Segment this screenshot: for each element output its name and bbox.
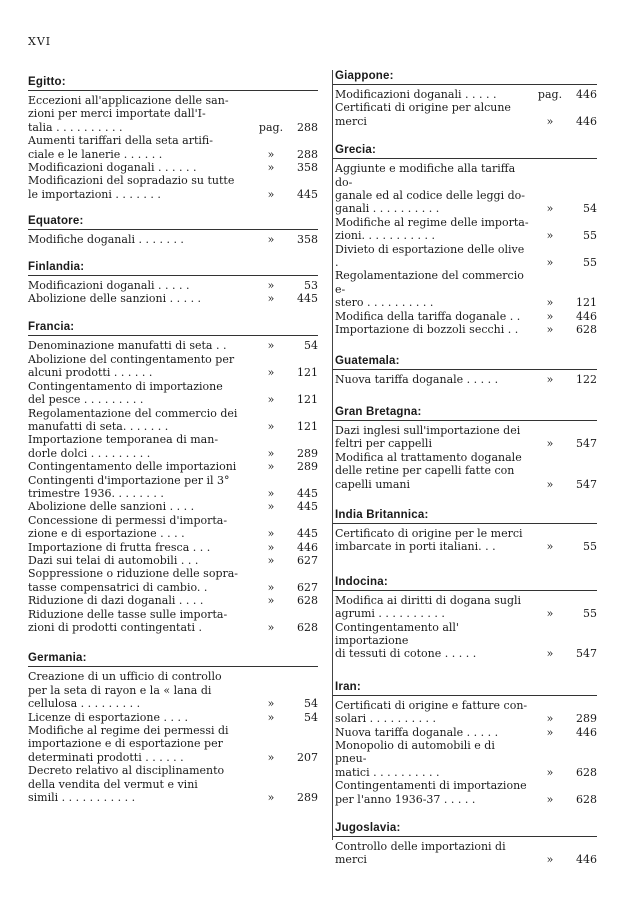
section-heading: Egitto: bbox=[28, 76, 318, 91]
index-entry bbox=[28, 339, 318, 352]
page-number-ref: 358 bbox=[297, 161, 318, 175]
page-number-ref: 445 bbox=[297, 187, 318, 201]
page-prefix: » bbox=[267, 366, 275, 380]
section-heading: Germania: bbox=[28, 652, 318, 667]
entry-text: Aggiunte e modifiche alla tariffa do- ganale ed al codice delle leggi do- ganali . . . . . . . . . . bbox=[335, 162, 525, 216]
entry-page-ref bbox=[250, 339, 318, 352]
entry-text: Contingentamento di importazione del pesce . . . . . . . . . bbox=[28, 379, 223, 407]
page-number-ref: 55 bbox=[583, 607, 597, 621]
page-prefix: » bbox=[267, 621, 275, 634]
entry-text: Dazi inglesi sull'importazione dei feltri per cappelli bbox=[335, 423, 521, 451]
entry-text: Importazione temporanea di man- dorle dolci . . . . . . . . . bbox=[28, 433, 219, 460]
entry-page-ref bbox=[529, 437, 597, 450]
entry-text: Certificati di origine per alcune merci bbox=[335, 101, 511, 128]
page-prefix: » bbox=[267, 393, 275, 407]
entry-text: Modifica ai diritti di dogana sugli agrumi . . . . . . . . . . bbox=[335, 593, 522, 621]
page-prefix: » bbox=[546, 437, 554, 451]
entry-page-ref bbox=[250, 279, 318, 292]
index-entry bbox=[335, 451, 597, 491]
page-prefix: » bbox=[267, 697, 275, 711]
page-prefix: » bbox=[546, 296, 554, 310]
entry-text: Modificazioni del sopradazio su tutte le importazioni . . . . . . . bbox=[28, 174, 235, 201]
index-section bbox=[335, 681, 597, 806]
index-entry bbox=[335, 424, 597, 451]
entry-page-ref bbox=[529, 229, 597, 242]
page-prefix: » bbox=[267, 540, 275, 554]
index-section bbox=[28, 261, 318, 306]
entry-page-ref bbox=[250, 148, 318, 161]
entry-page-ref bbox=[250, 554, 318, 567]
page-prefix: » bbox=[267, 278, 275, 292]
entry-text: Aumenti tariffari della seta artifi- ciale e le lanerie . . . . . . bbox=[28, 134, 213, 161]
page-prefix: » bbox=[267, 710, 275, 724]
index-entry bbox=[28, 407, 318, 434]
entry-text: Contingentamento delle importazioni bbox=[28, 460, 237, 474]
index-entry bbox=[335, 699, 597, 726]
entry-text: Nuova tariffa doganale . . . . . bbox=[335, 372, 499, 386]
index-entry bbox=[28, 174, 318, 201]
page-prefix: » bbox=[546, 607, 554, 621]
page-number-ref: 358 bbox=[297, 233, 318, 247]
page-prefix: » bbox=[267, 460, 275, 474]
page-number-ref: 445 bbox=[297, 500, 318, 514]
page-number-ref: 628 bbox=[297, 594, 318, 608]
index-entry bbox=[28, 292, 318, 305]
index-entry bbox=[335, 594, 597, 621]
index-entry bbox=[28, 594, 318, 607]
entry-text: Contingentamenti di importazione per l'anno 1936-37 . . . . . bbox=[335, 779, 527, 806]
index-entry bbox=[28, 608, 318, 635]
index-entry bbox=[28, 514, 318, 541]
entry-text: Nuova tariffa doganale . . . . . bbox=[335, 725, 499, 739]
entry-page-ref bbox=[529, 88, 597, 101]
page-number-ref: 628 bbox=[297, 621, 318, 634]
page-prefix: » bbox=[267, 161, 275, 175]
page-number: XVI bbox=[28, 35, 52, 48]
index-section bbox=[28, 321, 318, 634]
page-prefix: » bbox=[267, 187, 275, 201]
page-prefix: » bbox=[546, 853, 554, 867]
entry-text: Soppressione o riduzione delle sopra- tasse compensatrici di cambio. . bbox=[28, 567, 239, 594]
index-entry bbox=[335, 779, 597, 806]
entry-text: Dazi sui telai di automobili . . . bbox=[28, 553, 199, 567]
section-heading: Finlandia: bbox=[28, 261, 318, 276]
entry-text: Decreto relativo al disciplinamento della vendita del vermut e vini simili . . . . . . . . . . . bbox=[28, 764, 225, 805]
entry-text: Controllo delle importazioni di merci bbox=[335, 840, 506, 867]
index-entry bbox=[28, 724, 318, 764]
entry-page-ref bbox=[250, 791, 318, 804]
page-number-ref: 121 bbox=[297, 366, 318, 380]
entry-page-ref bbox=[250, 527, 318, 540]
page-prefix: » bbox=[267, 500, 275, 514]
page-number-ref: 289 bbox=[297, 460, 318, 474]
section-heading: Francia: bbox=[28, 321, 318, 336]
entry-text: Licenze di esportazione . . . . bbox=[28, 710, 188, 724]
entry-page-ref bbox=[250, 500, 318, 513]
entry-page-ref bbox=[529, 478, 597, 491]
page-number-ref: 288 bbox=[297, 147, 318, 161]
entry-text: Monopolio di automobili e di pneu- matici . . . . . . . . . . bbox=[335, 739, 495, 779]
index-entry bbox=[28, 541, 318, 554]
page-number-ref: 289 bbox=[297, 446, 318, 460]
entry-text: Certificati di origine e fatture con- solari . . . . . . . . . . bbox=[335, 698, 528, 726]
entry-page-ref bbox=[250, 161, 318, 174]
right-column bbox=[332, 70, 597, 867]
entry-page-ref bbox=[529, 712, 597, 725]
index-entry bbox=[28, 670, 318, 710]
entry-page-ref bbox=[529, 202, 597, 215]
entry-page-ref bbox=[250, 393, 318, 406]
page-number-ref: 446 bbox=[297, 540, 318, 554]
page-prefix: » bbox=[546, 256, 554, 270]
page-number-ref: 289 bbox=[297, 791, 318, 805]
page-prefix: » bbox=[267, 147, 275, 161]
entry-text: Importazione di frutta fresca . . . bbox=[28, 540, 211, 554]
index-entry bbox=[28, 764, 318, 804]
page-prefix: » bbox=[546, 477, 554, 491]
entry-page-ref bbox=[250, 420, 318, 433]
page-number-ref: 446 bbox=[576, 114, 597, 128]
entry-text: Divieto di esportazione delle olive . bbox=[335, 242, 525, 270]
entry-text: Regolamentazione del commercio dei manufatti di seta. . . . . . . bbox=[28, 406, 238, 433]
page-number-ref: 289 bbox=[576, 712, 597, 726]
page-prefix: » bbox=[546, 765, 554, 779]
entry-text: Modifiche al regime dei permessi di importazione e di esportazione per determinati prodotti . . . . . . bbox=[28, 724, 229, 764]
page-prefix: » bbox=[267, 580, 275, 594]
entry-text: Abolizione delle sanzioni . . . . . bbox=[28, 292, 202, 306]
section-heading: Guatemala: bbox=[333, 355, 597, 370]
index-entry bbox=[335, 243, 597, 270]
page-prefix: » bbox=[546, 309, 554, 323]
page-number-ref: 54 bbox=[304, 339, 318, 353]
entry-page-ref bbox=[250, 460, 318, 473]
entry-page-ref bbox=[529, 793, 597, 806]
index-entry bbox=[28, 380, 318, 407]
entry-text: Riduzione delle tasse sulle importa- zioni di prodotti contingentati . bbox=[28, 607, 228, 634]
index-section bbox=[335, 509, 597, 554]
index-entry bbox=[335, 216, 597, 243]
entry-text: Contingentamento all' importazione di tessuti di cotone . . . . . bbox=[335, 620, 477, 661]
entry-text: Modifiche al regime delle importa- zioni. . . . . . . . . . . bbox=[335, 215, 529, 243]
page-number-ref: 53 bbox=[304, 278, 318, 292]
entry-text: Denominazione manufatti di seta . . bbox=[28, 339, 227, 353]
page-prefix: » bbox=[546, 229, 554, 243]
page-prefix: pag. bbox=[537, 88, 563, 101]
page-number-ref: 121 bbox=[297, 393, 318, 407]
entry-text: Riduzione di dazi doganali . . . . bbox=[28, 594, 204, 608]
section-heading: India Britannica: bbox=[333, 509, 597, 524]
page-prefix: » bbox=[546, 647, 554, 661]
entry-page-ref bbox=[250, 188, 318, 201]
entry-page-ref bbox=[529, 647, 597, 660]
page-number-ref: 207 bbox=[297, 750, 318, 764]
entry-text: Modifiche doganali . . . . . . . bbox=[28, 233, 184, 247]
left-column bbox=[28, 76, 318, 804]
index-section bbox=[28, 215, 318, 246]
entry-page-ref bbox=[250, 697, 318, 710]
entry-page-ref bbox=[250, 711, 318, 724]
section-heading: Indocina: bbox=[333, 576, 597, 591]
page-number-ref: 547 bbox=[576, 437, 597, 451]
page-number-ref: 446 bbox=[576, 725, 597, 739]
entry-page-ref bbox=[250, 233, 318, 246]
index-section bbox=[335, 70, 597, 128]
page-number-ref: 54 bbox=[304, 710, 318, 724]
entry-text: Contingenti d'importazione per il 3° trimestre 1936. . . . . . . . bbox=[28, 473, 230, 500]
page-prefix: » bbox=[267, 791, 275, 805]
index-entry bbox=[335, 88, 597, 101]
page-prefix: » bbox=[267, 419, 275, 433]
entry-page-ref bbox=[250, 581, 318, 594]
page-prefix: » bbox=[267, 446, 275, 460]
page-number-ref: 121 bbox=[576, 296, 597, 310]
page-number-ref: 628 bbox=[576, 323, 597, 337]
index-entry bbox=[335, 323, 597, 336]
entry-page-ref bbox=[529, 373, 597, 386]
entry-page-ref bbox=[250, 487, 318, 500]
page-prefix: » bbox=[267, 486, 275, 500]
entry-page-ref bbox=[250, 447, 318, 460]
page-number-ref: 547 bbox=[576, 647, 597, 661]
section-heading: Iran: bbox=[333, 681, 597, 696]
page-number-ref: 122 bbox=[576, 372, 597, 386]
page-number-ref: 445 bbox=[297, 486, 318, 500]
entry-text: Creazione di un ufficio di controllo per la seta di rayon e la « lana di cellulosa . . . . . . . . . bbox=[28, 670, 222, 711]
page-number-ref: 446 bbox=[576, 309, 597, 323]
index-entry bbox=[335, 840, 597, 867]
index-entry bbox=[335, 726, 597, 739]
index-entry bbox=[28, 500, 318, 513]
section-heading: Giappone: bbox=[333, 70, 597, 85]
entry-text: Eccezioni all'applicazione delle san- zioni per merci importate dall'I- talia . . . . . . . . . . bbox=[28, 94, 229, 134]
page-number-ref: 445 bbox=[297, 527, 318, 541]
entry-text: Abolizione delle sanzioni . . . . bbox=[28, 500, 195, 514]
page-number-ref: 54 bbox=[583, 202, 597, 216]
entry-page-ref bbox=[529, 115, 597, 128]
index-entry bbox=[28, 94, 318, 134]
entry-page-ref bbox=[250, 751, 318, 764]
index-entry bbox=[28, 567, 318, 594]
entry-page-ref bbox=[529, 310, 597, 323]
index-entry bbox=[335, 162, 597, 216]
index-entry bbox=[28, 474, 318, 501]
entry-page-ref bbox=[529, 607, 597, 620]
entry-page-ref bbox=[529, 766, 597, 779]
page-number-ref: 55 bbox=[583, 256, 597, 270]
index-entry bbox=[335, 373, 597, 386]
entry-page-ref bbox=[250, 541, 318, 554]
page-number-ref: 628 bbox=[576, 765, 597, 779]
section-heading: Equatore: bbox=[28, 215, 318, 230]
index-entry bbox=[28, 353, 318, 380]
entry-text: Importazione di bozzoli secchi . . bbox=[335, 323, 519, 337]
index-section bbox=[335, 822, 597, 867]
page-prefix: » bbox=[267, 527, 275, 541]
entry-text: Regolamentazione del commercio e- stero . . . . . . . . . . bbox=[335, 269, 524, 310]
entry-text: Modificazioni doganali . . . . . bbox=[28, 278, 190, 292]
page-number-ref: 446 bbox=[576, 853, 597, 867]
page-number-ref: 55 bbox=[583, 540, 597, 554]
section-heading: Grecia: bbox=[333, 144, 597, 159]
index-entry bbox=[28, 554, 318, 567]
entry-page-ref bbox=[529, 853, 597, 866]
page-number-ref: 288 bbox=[297, 120, 318, 134]
page-prefix: pag. bbox=[258, 120, 284, 134]
page-number-ref: 55 bbox=[583, 229, 597, 243]
entry-page-ref bbox=[250, 594, 318, 607]
entry-page-ref bbox=[529, 540, 597, 553]
index-section bbox=[335, 144, 597, 336]
index-entry bbox=[335, 739, 597, 779]
index-entry bbox=[28, 233, 318, 246]
index-entry bbox=[28, 433, 318, 460]
page-prefix: » bbox=[546, 712, 554, 726]
page-prefix: » bbox=[546, 372, 554, 386]
index-entry bbox=[335, 621, 597, 661]
page-prefix: » bbox=[546, 725, 554, 739]
page-prefix: » bbox=[267, 594, 275, 608]
index-entry bbox=[28, 161, 318, 174]
page-prefix: » bbox=[546, 792, 554, 806]
entry-text: Modificazioni doganali . . . . . . bbox=[28, 161, 197, 175]
section-heading: Jugoslavia: bbox=[333, 822, 597, 837]
page-number-ref: 121 bbox=[297, 419, 318, 433]
index-entry bbox=[28, 711, 318, 724]
entry-text: Concessione di permessi d'importa- zione e di esportazione . . . . bbox=[28, 513, 228, 541]
page-prefix: » bbox=[546, 540, 554, 554]
page-prefix: » bbox=[267, 233, 275, 247]
page-prefix: » bbox=[546, 202, 554, 216]
index-section bbox=[335, 576, 597, 661]
index-entry bbox=[28, 460, 318, 473]
entry-page-ref bbox=[250, 621, 318, 634]
entry-page-ref bbox=[529, 296, 597, 309]
page-number-ref: 54 bbox=[304, 697, 318, 711]
index-section bbox=[28, 76, 318, 201]
index-entry bbox=[335, 527, 597, 554]
index-entry bbox=[335, 269, 597, 309]
entry-text: Modifica della tariffa doganale . . bbox=[335, 309, 521, 323]
page-prefix: » bbox=[267, 750, 275, 764]
page-number-ref: 547 bbox=[576, 477, 597, 491]
entry-text: Modificazioni doganali . . . . . bbox=[335, 88, 497, 101]
entry-text: Abolizione del contingentamento per alcuni prodotti . . . . . . bbox=[28, 352, 235, 380]
entry-page-ref bbox=[529, 256, 597, 269]
index-entry bbox=[28, 134, 318, 161]
page-prefix: » bbox=[267, 292, 275, 306]
entry-text: Certificato di origine per le merci imbarcate in porti italiani. . . bbox=[335, 526, 523, 554]
page-prefix: » bbox=[546, 323, 554, 337]
index-section bbox=[28, 652, 318, 804]
page-prefix: » bbox=[267, 339, 275, 353]
entry-page-ref bbox=[250, 292, 318, 305]
index-entry bbox=[28, 279, 318, 292]
page-prefix: » bbox=[267, 553, 275, 567]
page-number-ref: 627 bbox=[297, 580, 318, 594]
index-entry bbox=[335, 310, 597, 323]
page-number-ref: 445 bbox=[297, 292, 318, 306]
entry-page-ref bbox=[529, 726, 597, 739]
page-number-ref: 446 bbox=[576, 88, 597, 101]
index-section bbox=[335, 406, 597, 491]
entry-page-ref bbox=[250, 366, 318, 379]
section-heading: Gran Bretagna: bbox=[333, 406, 597, 421]
page-number-ref: 628 bbox=[576, 792, 597, 806]
entry-text: Modifica al trattamento doganale delle retine per capelli fatte con capelli umani bbox=[335, 450, 522, 491]
page-number-ref: 627 bbox=[297, 553, 318, 567]
index-entry bbox=[335, 101, 597, 128]
index-section bbox=[335, 355, 597, 386]
entry-page-ref bbox=[250, 121, 318, 134]
page-prefix: » bbox=[546, 114, 554, 128]
entry-page-ref bbox=[529, 323, 597, 336]
